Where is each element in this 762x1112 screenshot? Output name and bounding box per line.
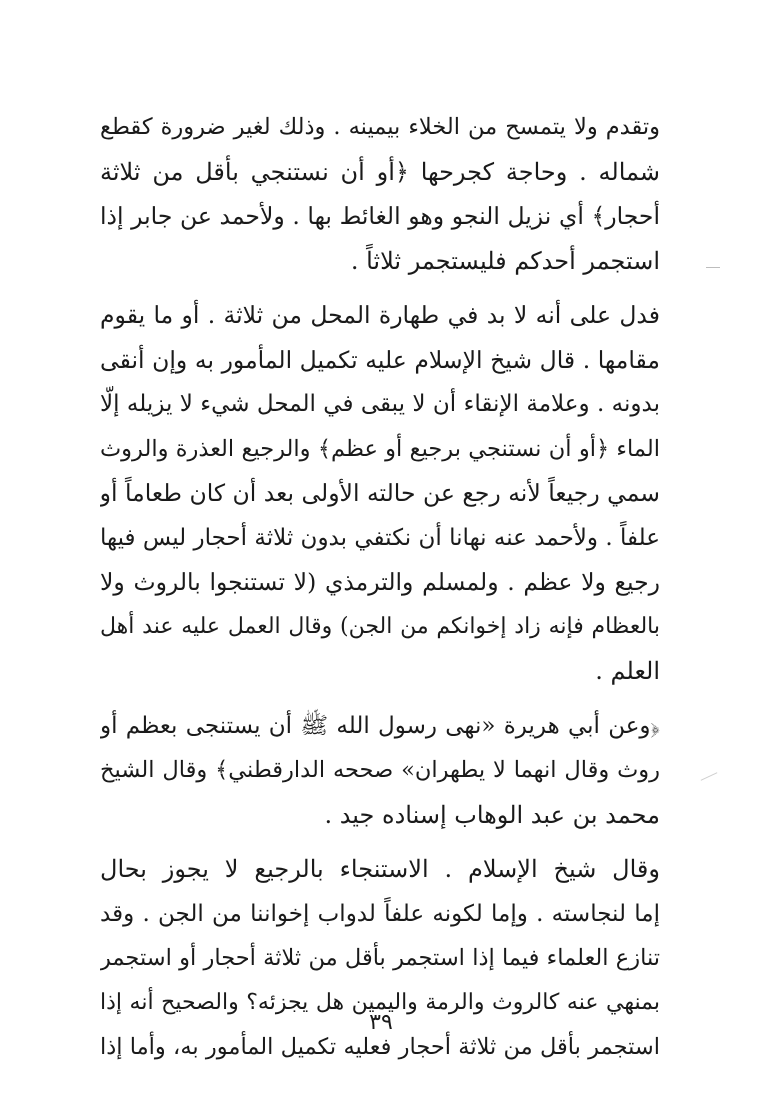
text-line: استجمر بأقل من ثلاثة أحجار فعليه تكميل المأمور به، وأما إذا — [100, 1034, 660, 1060]
text-line: مقامها . قال شيخ الإسلام عليه تكميل المأمور به وإن أنقى — [100, 345, 660, 374]
text-line: تنازع العلماء فيما إذا استجمر بأقل من ثلاثة أحجار أو استجمر — [100, 945, 660, 971]
paragraph-4 — [100, 847, 660, 1070]
margin-mark — [706, 267, 720, 268]
page-number: ٣٩ — [369, 1010, 393, 1035]
paragraph-3 — [100, 704, 660, 838]
paragraph-1 — [100, 105, 660, 283]
margin-mark — [701, 772, 718, 781]
text-line: إما لنجاسته . وإما لكونه علفاً لدواب إخواننا من الجن . وقد — [100, 900, 660, 927]
text-line: بدونه . وعلامة الإنقاء أن لا يبقى في المحل شيء لا يزيله إلّا — [100, 391, 660, 417]
text-line: سمي رجيعاً لأنه رجع عن حالته الأولى بعد أن كان طعاماً أو — [100, 479, 660, 507]
text-line: روث وقال انهما لا يطهران» صححه الدارقطني﴾ وقال الشيخ — [100, 757, 660, 783]
paragraph-2 — [100, 293, 660, 694]
text-line: العلم . — [595, 657, 660, 685]
text-line: رجيع ولا عظم . ولمسلم والترمذي (لا تستنجوا بالروث ولا — [100, 568, 660, 596]
text-line: علفاً . ولأحمد عنه نهانا أن نكتفي بدون ثلاثة أحجار ليس فيها — [100, 524, 660, 551]
text-line: ﴿وعن أبي هريرة «نهى رسول الله ﷺ أن يستنجى بعظم أو — [100, 712, 660, 739]
text-line: وتقدم ولا يتمسح من الخلاء بيمينه . وذلك لغير ضرورة كقطع — [100, 114, 660, 140]
text-line: محمد بن عبد الوهاب إسناده جيد . — [324, 800, 660, 829]
page-body — [100, 105, 660, 1070]
text-line: بمنهي عنه كالروث والرمة واليمين هل يجزئه؟ والصحيح أنه إذا — [100, 989, 660, 1015]
text-line: أحجار﴾ أي نزيل النجو وهو الغائط بها . ولأحمد عن جابر إذا — [100, 202, 660, 230]
text-line: شماله . وحاجة كجرحها ﴿أو أن نستنجي بأقل من ثلاثة — [100, 157, 660, 186]
text-line: استجمر أحدكم فليستجمر ثلاثاً . — [350, 246, 660, 275]
text-line: بالعظام فإنه زاد إخوانكم من الجن) وقال العمل عليه عند أهل — [100, 613, 660, 639]
text-line: فدل على أنه لا بد في طهارة المحل من ثلاثة . أو ما يقوم — [100, 301, 660, 329]
text-line: الماء ﴿أو أن نستنجي برجيع أو عظم﴾ والرجيع العذرة والروث — [100, 435, 660, 462]
text-line: وقال شيخ الإسلام . الاستنجاء بالرجيع لا يجوز بحال — [100, 855, 660, 883]
